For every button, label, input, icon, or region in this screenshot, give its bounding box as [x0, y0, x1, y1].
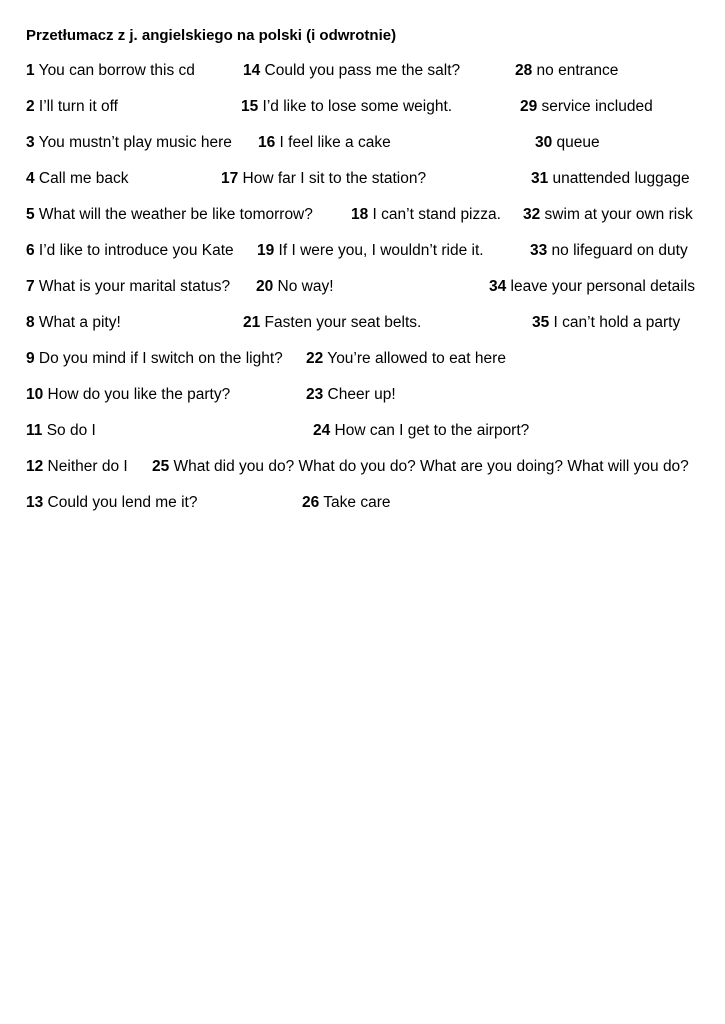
list-item: [302, 494, 390, 512]
item-text: no lifeguard on duty: [547, 242, 688, 259]
list-item: [26, 206, 313, 224]
item-text: I can’t stand pizza.: [368, 206, 501, 223]
list-item: [489, 278, 695, 296]
item-number: 1: [26, 62, 35, 79]
item-number: 7: [26, 278, 35, 295]
item-number: 20: [256, 278, 274, 295]
item-text: I’d like to lose some weight.: [258, 98, 453, 115]
item-row: [0, 350, 725, 374]
item-number: 9: [26, 350, 35, 367]
list-item: [257, 242, 484, 260]
list-item: [351, 206, 501, 224]
item-row: [0, 242, 725, 266]
item-number: 2: [26, 98, 35, 115]
list-item: [523, 206, 693, 224]
list-item: [520, 98, 653, 116]
item-text: queue: [552, 134, 600, 151]
list-item: [26, 350, 283, 368]
list-item: [26, 458, 128, 476]
item-number: 15: [241, 98, 259, 115]
item-text: No way!: [273, 278, 334, 295]
item-row: [0, 386, 725, 410]
list-item: [306, 386, 396, 404]
item-row: [0, 206, 725, 230]
item-number: 6: [26, 242, 35, 259]
item-text: I’ll turn it off: [34, 98, 118, 115]
item-number: 28: [515, 62, 533, 79]
item-row: [0, 458, 725, 482]
item-number: 29: [520, 98, 538, 115]
list-item: [26, 278, 230, 296]
item-row: [0, 134, 725, 158]
item-number: 31: [531, 170, 549, 187]
list-item: [535, 134, 600, 152]
item-number: 10: [26, 386, 44, 403]
item-number: 11: [26, 422, 43, 439]
list-item: [530, 242, 688, 260]
item-number: 4: [26, 170, 35, 187]
list-item: [26, 494, 197, 512]
item-number: 18: [351, 206, 369, 223]
item-number: 17: [221, 170, 239, 187]
item-text: If I were you, I wouldn’t ride it.: [274, 242, 484, 259]
list-item: [306, 350, 506, 368]
list-item: [258, 134, 391, 152]
item-text: What is your marital status?: [34, 278, 231, 295]
item-text: Fasten your seat belts.: [260, 314, 422, 331]
item-text: swim at your own risk: [540, 206, 693, 223]
item-text: I can’t hold a party: [549, 314, 681, 331]
item-text: How can I get to the airport?: [330, 422, 530, 439]
item-number: 5: [26, 206, 35, 223]
item-row: [0, 494, 725, 518]
list-item: [26, 422, 96, 440]
item-number: 3: [26, 134, 35, 151]
item-text: What a pity!: [34, 314, 121, 331]
item-text: Could you pass me the salt?: [260, 62, 461, 79]
item-text: I’d like to introduce you Kate: [34, 242, 234, 259]
item-number: 12: [26, 458, 44, 475]
list-item: [26, 314, 121, 332]
list-item: [243, 314, 421, 332]
list-item: [26, 170, 129, 188]
item-number: 8: [26, 314, 35, 331]
item-number: 34: [489, 278, 507, 295]
list-item: [532, 314, 680, 332]
item-text: How far I sit to the station?: [238, 170, 427, 187]
list-item: [243, 62, 460, 80]
item-text: Take care: [319, 494, 391, 511]
item-number: 23: [306, 386, 324, 403]
list-item: [256, 278, 334, 296]
item-row: [0, 422, 725, 446]
item-text: So do I: [42, 422, 96, 439]
list-item: [221, 170, 426, 188]
item-text: Call me back: [34, 170, 129, 187]
item-text: You can borrow this cd: [34, 62, 195, 79]
item-text: Do you mind if I switch on the light?: [34, 350, 283, 367]
item-text: I feel like a cake: [275, 134, 391, 151]
list-item: [26, 242, 234, 260]
list-item: [26, 98, 118, 116]
item-text: no entrance: [532, 62, 619, 79]
item-number: 13: [26, 494, 44, 511]
item-text: Could you lend me it?: [43, 494, 198, 511]
list-item: [241, 98, 452, 116]
item-text: What will the weather be like tomorrow?: [34, 206, 313, 223]
worksheet-title: Przetłumacz z j. angielskiego na polski (i odwrotnie): [26, 27, 397, 44]
item-row: [0, 278, 725, 302]
item-text: You mustn’t play music here: [34, 134, 232, 151]
item-row: [0, 170, 725, 194]
item-text: You’re allowed to eat here: [323, 350, 506, 367]
item-number: 19: [257, 242, 275, 259]
list-item: [531, 170, 690, 188]
list-item: [26, 62, 195, 80]
item-text: leave your personal details: [506, 278, 695, 295]
item-number: 25: [152, 458, 170, 475]
item-row: [0, 98, 725, 122]
item-row: [0, 314, 725, 338]
list-item: [152, 458, 689, 476]
item-number: 16: [258, 134, 276, 151]
item-number: 35: [532, 314, 550, 331]
item-text: Neither do I: [43, 458, 128, 475]
list-item: [26, 134, 232, 152]
item-number: 30: [535, 134, 553, 151]
item-number: 24: [313, 422, 331, 439]
item-text: How do you like the party?: [43, 386, 231, 403]
item-text: unattended luggage: [548, 170, 690, 187]
item-number: 32: [523, 206, 541, 223]
list-item: [313, 422, 529, 440]
list-item: [515, 62, 618, 80]
item-number: 22: [306, 350, 324, 367]
item-text: service included: [537, 98, 653, 115]
item-text: Cheer up!: [323, 386, 396, 403]
item-text: What did you do? What do you do? What are you doing? What will you do?: [169, 458, 689, 475]
item-number: 33: [530, 242, 548, 259]
item-row: [0, 62, 725, 86]
list-item: [26, 386, 230, 404]
item-number: 26: [302, 494, 320, 511]
item-number: 14: [243, 62, 261, 79]
item-number: 21: [243, 314, 261, 331]
